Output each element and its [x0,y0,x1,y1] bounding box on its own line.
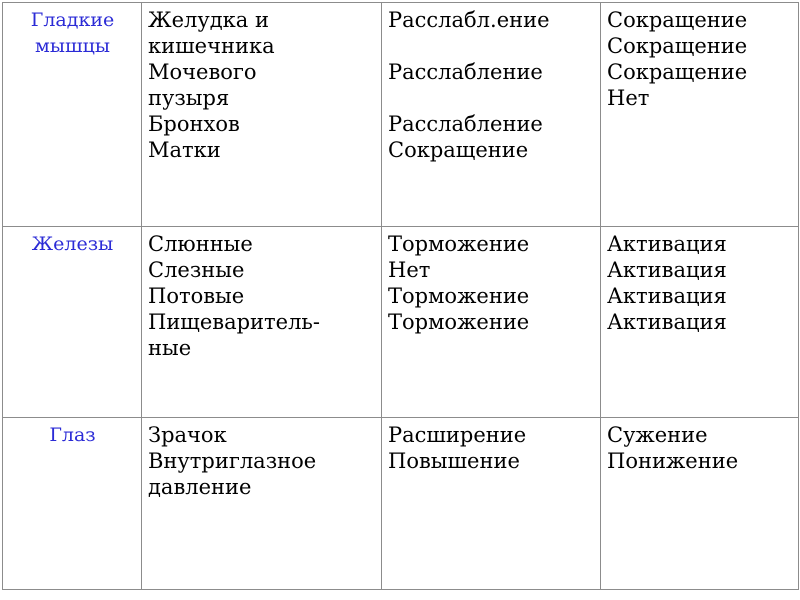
blank-line [388,33,595,59]
effect-line: Сокращение [607,8,748,32]
organ-line: ные [148,336,192,360]
organ-line: Слезные [148,258,245,282]
effect-line: Нет [388,258,431,282]
category-cell [3,418,142,590]
organ-line: Желудка и [148,8,269,32]
effect-line: Торможение [388,310,530,334]
organ-cell [142,227,382,418]
organ-cell [142,418,382,590]
effect-line: Сокращение [607,60,748,84]
effect-line: Повышение [388,449,520,473]
effect-line: Торможение [388,232,530,256]
organ-line: Зрачок [148,423,227,447]
organ-line: Мочевого [148,60,257,84]
effect-line: Понижение [607,449,739,473]
organ-line: Матки [148,138,221,162]
blank-line [388,85,595,111]
organ-line: Внутриглазное [148,449,317,473]
effect-cell-col4 [601,3,799,227]
table-row-smooth-muscles [3,3,799,227]
organ-line: Пищеваритель- [148,310,320,334]
comparison-table [2,2,799,590]
table-row-glands [3,227,799,418]
category-cell [3,227,142,418]
effect-cell-col3 [382,3,601,227]
effect-line: Сокращение [607,34,748,58]
organ-line: пузыря [148,86,230,110]
effect-line: Активация [607,284,727,308]
organ-line: кишечника [148,34,275,58]
effect-line: Активация [607,310,727,334]
category-line: мышцы [35,35,110,57]
organ-line: Слюнные [148,232,253,256]
table-row-eye [3,418,799,590]
effect-line: Сужение [607,423,708,447]
category-line: Гладкие [30,9,115,31]
effect-line: Расширение [388,423,527,447]
effect-cell-col4 [601,227,799,418]
effect-line: Расслабл.ение [388,8,550,32]
organ-line: Потовые [148,284,245,308]
effect-line: Расслабление [388,60,543,84]
organ-line: давление [148,475,252,499]
category-line: Глаз [49,424,96,446]
effect-line: Активация [607,258,727,282]
organ-line: Бронхов [148,112,240,136]
category-line: Железы [31,233,114,255]
organ-cell [142,3,382,227]
effect-line: Нет [607,86,650,110]
effect-line: Торможение [388,284,530,308]
effect-line: Сокращение [388,138,529,162]
effect-line: Активация [607,232,727,256]
effect-cell-col3 [382,418,601,590]
effect-cell-col4 [601,418,799,590]
effect-cell-col3 [382,227,601,418]
category-cell [3,3,142,227]
effect-line: Расслабление [388,112,543,136]
